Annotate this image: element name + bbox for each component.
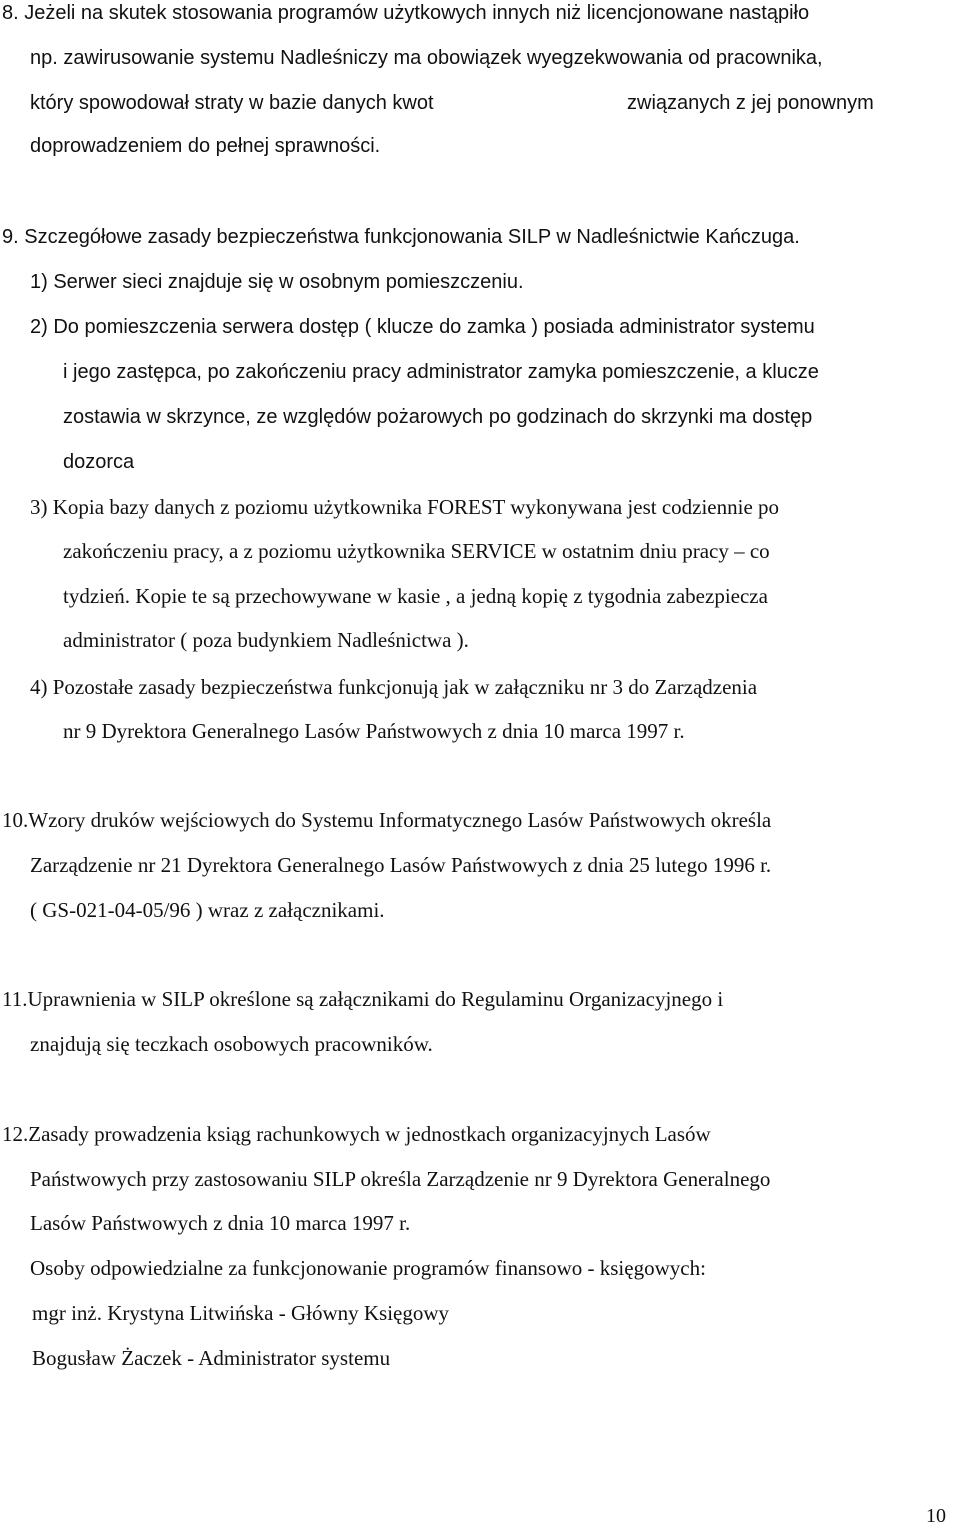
section-12-line-1: 12.Zasady prowadzenia ksiąg rachunkowych w jednostkach organizacyjnych Lasów (2, 1122, 711, 1146)
section-8-line-3b: związanych z jej ponownym (627, 92, 874, 114)
section-12-line-3: Lasów Państwowych z dnia 10 marca 1997 r. (30, 1211, 411, 1235)
section-9-item-2-line-4: dozorca (63, 451, 135, 473)
section-10-line-1: 10.Wzory druków wejściowych do Systemu Informatycznego Lasów Państwowych określa (2, 808, 772, 832)
section-9-item-3-line-3: tydzień. Kopie te są przechowywane w kasie , a jedną kopię z tygodnia zabezpiecza (63, 584, 768, 608)
section-11-line-1: 11.Uprawnienia w SILP określone są załącznikami do Regulaminu Organizacyjnego i (2, 987, 724, 1011)
section-9-item-4-line-1: 4) Pozostałe zasady bezpieczeństwa funkcjonują jak w załączniku nr 3 do Zarządzenia (30, 675, 758, 699)
section-9-item-3-line-4: administrator ( poza budynkiem Nadleśnictwa ). (63, 628, 469, 652)
section-11-line-2: znajdują się teczkach osobowych pracowników. (30, 1032, 433, 1056)
section-12-line-4: Osoby odpowiedzialne za funkcjonowanie programów finansowo - księgowych: (30, 1256, 706, 1280)
section-9-item-2-line-1: 2) Do pomieszczenia serwera dostęp ( klucze do zamka ) posiada administrator systemu (30, 316, 815, 338)
section-9-item-4-line-2: nr 9 Dyrektora Generalnego Lasów Państwowych z dnia 10 marca 1997 r. (63, 719, 685, 743)
section-8-line-2: np. zawirusowanie systemu Nadleśniczy ma obowiązek wyegzekwowania od pracownika, (30, 47, 823, 69)
section-9-item-1: 1) Serwer sieci znajduje się w osobnym pomieszczeniu. (30, 271, 524, 293)
section-8-line-3a: który spowodował straty w bazie danych kwot (30, 92, 434, 114)
section-9-item-3-line-1: 3) Kopia bazy danych z poziomu użytkownika FOREST wykonywana jest codziennie po (30, 495, 780, 519)
section-8-line-4: doprowadzeniem do pełnej sprawności. (30, 135, 381, 157)
section-9-item-2-line-2: i jego zastępca, po zakończeniu pracy administrator zamyka pomieszczenie, a klucze (63, 361, 819, 383)
section-12-line-6: Bogusław Żaczek - Administrator systemu (32, 1346, 391, 1370)
section-12-line-2: Państwowych przy zastosowaniu SILP określa Zarządzenie nr 9 Dyrektora Generalnego (30, 1167, 771, 1191)
section-9-item-3-line-2: zakończeniu pracy, a z poziomu użytkownika SERVICE w ostatnim dniu pracy – co (63, 539, 770, 563)
section-9-heading: 9. Szczegółowe zasady bezpieczeństwa funkcjonowania SILP w Nadleśnictwie Kańczuga. (2, 226, 800, 248)
section-9-item-2-line-3: zostawia w skrzynce, ze względów pożarowych po godzinach do skrzynki ma dostęp (63, 406, 813, 428)
section-8-line-1: 8. Jeżeli na skutek stosowania programów użytkowych innych niż licencjonowane nastąpiło (2, 2, 810, 24)
section-10-line-2: Zarządzenie nr 21 Dyrektora Generalnego Lasów Państwowych z dnia 25 lutego 1996 r. (30, 853, 772, 877)
page-number: 10 (926, 1505, 946, 1527)
section-12-line-5: mgr inż. Krystyna Litwińska - Główny Księgowy (32, 1301, 450, 1325)
section-10-line-3: ( GS-021-04-05/96 ) wraz z załącznikami. (30, 898, 385, 922)
